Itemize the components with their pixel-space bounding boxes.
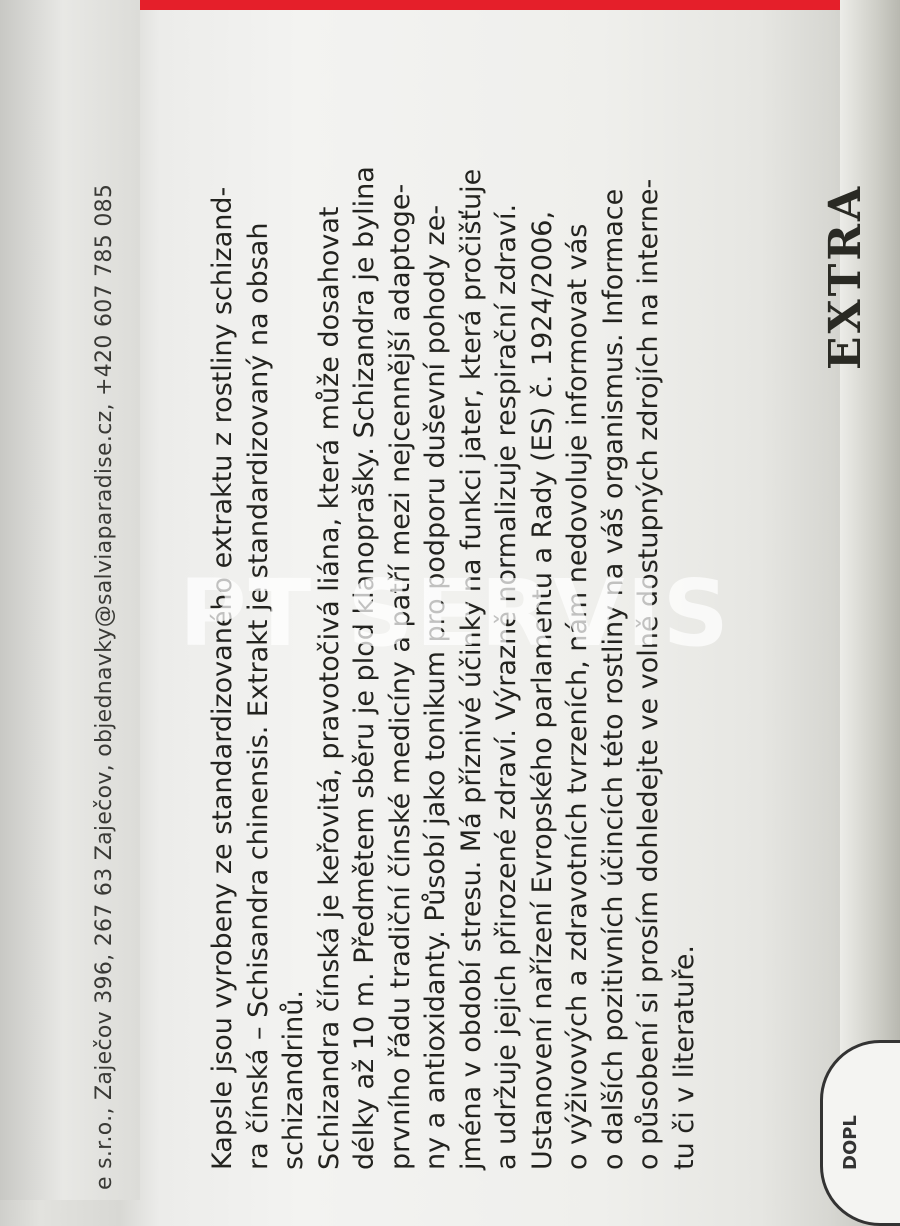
description-line: o dalších pozitivních účincích této rostliny na váš organismus. Informace [597,188,629,1170]
description-line: schizandrinů. [278,990,309,1170]
watermark: PT SERVIS [179,560,731,667]
manufacturer-contact: e s.r.o., Zaječov 396, 267 63 Zaječov, objednavky@salviaparadise.cz, +420 607 785 085 [92,183,117,1190]
description-line: prvního řádu tradiční čínské medicíny a patří mezi nejcennější adaptoge- [384,183,416,1170]
extract-logo-text: EXTRA [820,183,871,370]
label-seam-strip [0,0,140,1200]
red-band [140,0,840,10]
badge-text: DOPL [840,1115,861,1170]
description-line: Ustanovení nařízení Evropského parlamentu a Rady (ES) č. 1924/2006, [526,210,558,1170]
description-line: o působení si prosím dohledejte ve volně dostupných zdrojích na interne- [633,178,664,1170]
description-line: jména v období stresu. Má příznivé účinky na funkci jater, která pročišťuje [455,168,487,1170]
description-line: Kapsle jsou vyrobeny ze standardizovaného extraktu z rostliny schizand- [207,186,238,1170]
description-line: ra čínská – Schisandra chinensis. Extrakt je standardizovaný na obsah [242,222,274,1170]
description-line: délky až 10 m. Předmětem sběru je plod klanoprašky. Schizandra je bylina [349,166,380,1170]
description-line: tu či v literatuře. [668,944,700,1170]
description-line: a udržuje jejich přirozené zdraví. Výrazně normalizuje respirační zdraví. [491,203,522,1170]
description-line: o výživových a zdravotních tvrzeních, nám nedovoluje informovat vás [562,223,593,1170]
description-line: Schizandra čínská je keřovitá, pravotočivá liána, která může dosahovat [313,206,345,1170]
description-line: ny a antioxidanty. Působí jako tonikum pro podporu duševní pohody ze- [420,204,451,1170]
bottle-edge-shadow [840,0,900,1200]
